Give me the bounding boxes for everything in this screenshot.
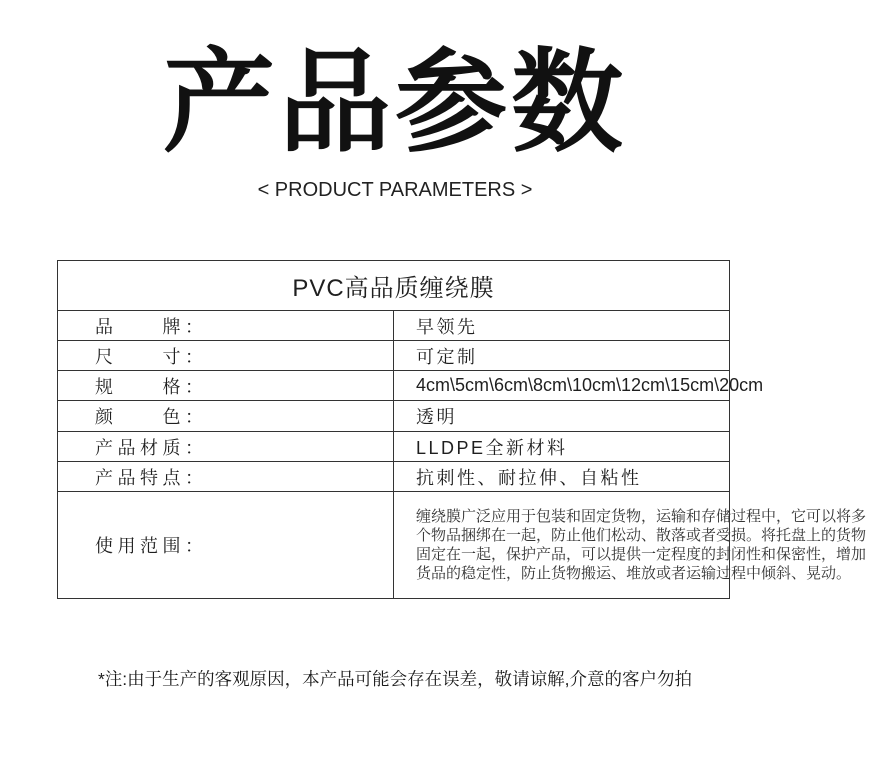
spec-value: 4cm\5cm\6cm\8cm\10cm\12cm\15cm\20cm <box>394 371 730 401</box>
table-row-color <box>58 401 730 432</box>
product-name: PVC高品质缠绕膜 <box>58 261 730 311</box>
table-row-material <box>58 432 730 462</box>
features-value: 抗刺性、耐拉伸、自粘性 <box>394 462 730 492</box>
color-label: 颜 色： <box>58 401 394 432</box>
table-header-row <box>58 261 730 311</box>
table-row-features <box>58 462 730 492</box>
brand-label: 品 牌： <box>58 311 394 341</box>
material-label: 产品材质： <box>58 432 394 462</box>
features-label: 产品特点： <box>58 462 394 492</box>
page-title: 产品参数 <box>163 40 627 165</box>
table-row-spec <box>58 371 730 401</box>
usage-value-cell <box>394 492 867 599</box>
page-subtitle: < PRODUCT PARAMETERS > <box>257 179 533 201</box>
color-value: 透明 <box>394 401 730 432</box>
product-parameters-table <box>57 260 867 599</box>
disclaimer-note: *注:由于生产的客观原因，本产品可能会存在误差，敬请谅解,介意的客户勿拍 <box>97 669 693 689</box>
spec-label: 规 格： <box>58 371 394 401</box>
usage-description: 缠绕膜广泛应用于包装和固定货物，运输和存储过程中，它可以将多个物品捆绑在一起，防止他们松动、散落或者受损。将托盘上的货物固定在一起，保护产品，可以提供一定程度的封闭性和保密性，增加货品的稳定性，防止货物搬运、堆放或者运输过程中倾斜、晃动。 <box>416 508 867 582</box>
brand-value: 早领先 <box>394 311 730 341</box>
size-label: 尺 寸： <box>58 341 394 371</box>
size-value: 可定制 <box>394 341 730 371</box>
material-value: LLDPE全新材料 <box>394 432 730 462</box>
table-row-brand <box>58 311 730 341</box>
usage-label: 使用范围： <box>58 492 394 599</box>
table-row-usage <box>58 492 730 599</box>
table-row-size <box>58 341 730 371</box>
